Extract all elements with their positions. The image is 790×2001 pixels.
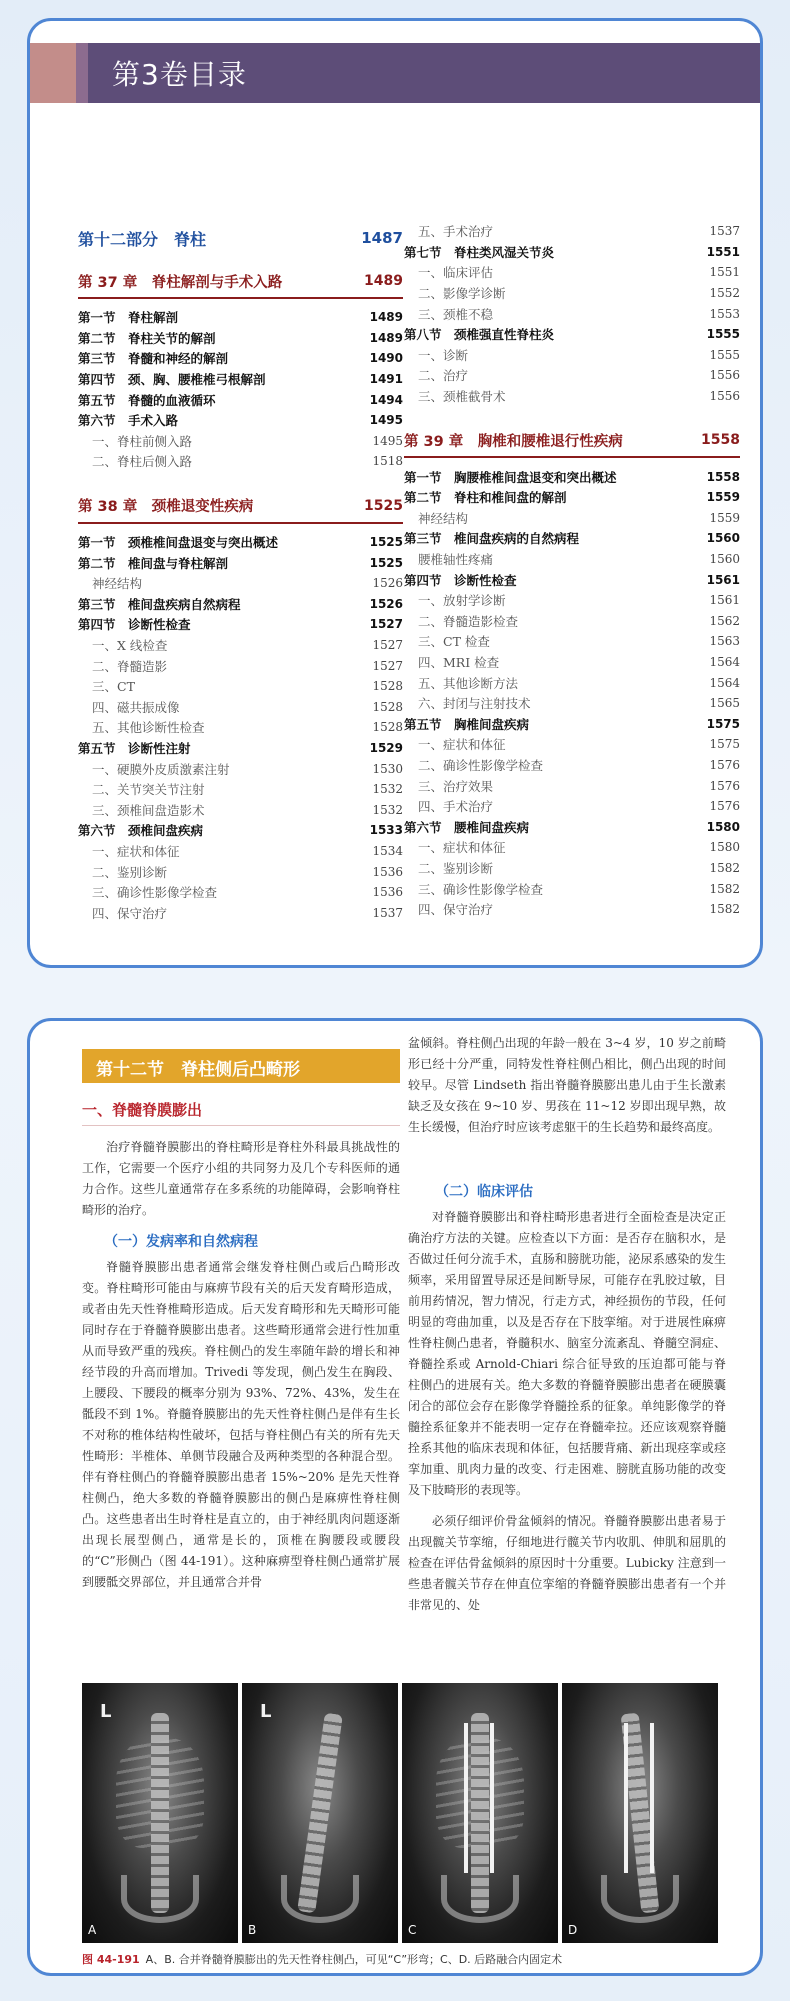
- toc-entry-sec[interactable]: [78, 307, 403, 328]
- toc-entry-sec[interactable]: [78, 348, 403, 369]
- toc-entry-sub[interactable]: [78, 717, 403, 738]
- toc-entry-title: 第四节 诊断性检查: [404, 572, 517, 588]
- figure-letter: A: [88, 1923, 97, 1937]
- toc-entry-page: 1528: [372, 720, 403, 735]
- toc-entry-title: 第 37 章 脊柱解剖与手术入路: [78, 274, 283, 291]
- toc-spacer: [78, 255, 403, 265]
- toc-entry-page: 1576: [709, 778, 740, 793]
- toc-entry-page: 1537: [372, 905, 403, 920]
- toc-entry-sec[interactable]: [404, 713, 740, 734]
- toc-entry-page: 1555: [706, 327, 740, 342]
- toc-entry-title: 第八节 颈椎强直性脊柱炎: [404, 327, 555, 343]
- toc-entry-page: 1551: [706, 244, 740, 259]
- toc-entry-sub[interactable]: [78, 841, 403, 862]
- toc-entry-page: 1559: [709, 510, 740, 525]
- xray-pelvis: [121, 1875, 199, 1923]
- toc-entry-sub[interactable]: [404, 386, 740, 407]
- toc-entry-sec[interactable]: [404, 242, 740, 263]
- toc-entry-sec[interactable]: [78, 820, 403, 841]
- xray-image-d: [562, 1683, 718, 1943]
- paragraph-incidence: 脊髓脊膜膨出患者通常会继发脊柱侧凸或后凸畸形改变。脊柱畸形可能由与麻痹节段有关的后天发育畸形造成，或者由先天性脊椎畸形造成。后天发育畸形和先天畸形可能同时存在于脊髓脊膜膨出患者。这些畸形通常会进行性加重从而导致严重的残疾。脊柱侧凸的发生率随年龄的增长和神经节段的升高而增加。Trivedi 等发现，侧凸发生在胸段、上腰段、下腰段的概率分别为 93%、72%、43%，发生在骶段不到 1%。脊髓脊膜膨出的先天性脊柱侧凸是伴有生长不对称的椎体结构性破坏，包括与脊柱侧凸有关的所有先天性畸形：半椎体、单侧节段融合及两种类型的各种混合型。伴有脊柱侧凸的脊髓脊膜膨出患者 15%~20% 是先天性脊柱侧凸，绝大多数的脊髓脊膜膨出的侧凸是麻痹性脊柱侧凸。这些患者出生时脊柱是直立的，由于神经肌肉问题逐渐出现长展型侧凸，通常是长的，顶椎在胸腰段或腰段的“C”形侧凸（图 44-191）。这种麻痹型脊柱侧凸通常扩展到腰骶交界部位，并且通常合并骨: [82, 1260, 400, 1589]
- toc-entry-title: 一、脊柱前侧入路: [92, 433, 193, 449]
- toc-entry-sec[interactable]: [78, 328, 403, 349]
- toc-left-column: [78, 221, 403, 923]
- toc-entry-page: 1527: [369, 617, 403, 632]
- section-banner: 第十二节 脊柱侧后凸畸形: [82, 1049, 400, 1083]
- toc-entry-page: 1489: [369, 310, 403, 325]
- toc-entry-page: 1529: [369, 740, 403, 755]
- toc-entry-sub[interactable]: [404, 345, 740, 366]
- toc-entry-title: 第三节 脊髓和神经的解剖: [78, 351, 229, 367]
- toc-entry-sub[interactable]: [404, 672, 740, 693]
- toc-entry-sec[interactable]: [78, 738, 403, 759]
- toc-entry-sub[interactable]: [78, 799, 403, 820]
- xray-image-a: [82, 1683, 238, 1943]
- toc-entry-sec[interactable]: [78, 369, 403, 390]
- toc-entry-title: 三、CT 检查: [418, 634, 490, 650]
- toc-entry-chap[interactable]: [404, 424, 740, 458]
- toc-entry-page: 1551: [709, 265, 740, 280]
- toc-entry-page: 1576: [709, 757, 740, 772]
- toc-entry-title: 二、关节突关节注射: [92, 782, 205, 798]
- toc-entry-title: 五、其他诊断方法: [418, 675, 519, 691]
- toc-entry-sub[interactable]: [404, 796, 740, 817]
- toc-entry-page: 1565: [709, 696, 740, 711]
- toc-entry-page: 1530: [372, 761, 403, 776]
- toc-entry-page: 1533: [369, 823, 403, 838]
- toc-entry-title: 神经结构: [418, 510, 469, 526]
- toc-entry-page: 1559: [706, 490, 740, 505]
- toc-entry-sec[interactable]: [78, 410, 403, 431]
- toc-entry-title: 四、MRI 检查: [418, 654, 500, 670]
- toc-entry-page: 1494: [369, 392, 403, 407]
- paragraph-intro: 治疗脊髓脊膜膨出的脊柱畸形是脊柱外科最具挑战性的工作，它需要一个医疗小组的共同努力及几个专科医师的通力合作。这些儿童通常存在多系统的功能障碍，会影响脊柱畸形的治疗。: [82, 1140, 400, 1217]
- toc-entry-title: 二、鉴别诊断: [92, 864, 168, 880]
- toc-entry-title: 一、症状和体征: [418, 737, 506, 753]
- toc-entry-sec[interactable]: [78, 552, 403, 573]
- toc-entry-page: 1558: [706, 469, 740, 484]
- toc-entry-sub[interactable]: [78, 635, 403, 656]
- toc-entry-title: 第五节 诊断性注射: [78, 740, 191, 756]
- toc-entry-title: 一、硬膜外皮质激素注射: [92, 761, 230, 777]
- toc-entry-page: 1536: [372, 885, 403, 900]
- xray-fixation-rods: [650, 1723, 654, 1873]
- toc-entry-title: 神经结构: [92, 576, 143, 592]
- toc-entry-title: 四、保守治疗: [92, 905, 168, 921]
- toc-entry-sec[interactable]: [78, 389, 403, 410]
- toc-entry-page: 1563: [709, 634, 740, 649]
- xray-pelvis: [441, 1875, 519, 1923]
- toc-entry-sec[interactable]: [78, 594, 403, 615]
- toc-entry-page: 1564: [709, 654, 740, 669]
- toc-entry-sub[interactable]: [404, 899, 740, 920]
- toc-entry-sub[interactable]: [78, 676, 403, 697]
- toc-entry-sub[interactable]: [78, 779, 403, 800]
- toc-entry-title: 第六节 腰椎间盘疾病: [404, 819, 530, 835]
- paragraph-pelvic-obliquity: 必须仔细评价骨盆倾斜的情况。脊髓脊膜膨出患者易于出现髋关节挛缩，仔细地进行髋关节内收肌、伸肌和屈肌的检查在评估骨盆倾斜的原因时十分重要。Lubicky 注意到一些患者髋关节存在伸直位挛缩的脊髓脊膜膨出患者有一个并非常见的、处: [408, 1514, 726, 1612]
- toc-entry-sub[interactable]: [404, 303, 740, 324]
- toc-entry-title: 二、脊髓造影检查: [418, 613, 519, 629]
- toc-entry-title: 第十二部分 脊柱: [78, 229, 207, 249]
- toc-entry-title: 一、临床评估: [418, 265, 494, 281]
- toc-entry-title: 第六节 颈椎间盘疾病: [78, 823, 204, 839]
- toc-entry-sub[interactable]: [78, 882, 403, 903]
- toc-entry-sec[interactable]: [78, 532, 403, 553]
- paragraph-clinical-evaluation: 对脊髓脊膜膨出和脊柱畸形患者进行全面检查是决定正确治疗方法的关键。应检查以下方面：是否存在脑积水，是否做过任何分流手术，直肠和膀胱功能，泌尿系感染的发生频率，采用留置导尿还是间断导尿，可能存在乳胶过敏，目前用药情况，智力情况，行走方式，神经损伤的节段，任何明显的弯曲加重，以及是否存在下肢挛缩。对于进展性麻痹性脊柱侧凸患者，脊髓积水、脑室分流紊乱、脊髓空洞症、脊髓拴系或 Arnold-Chiari 综合征导致的压迫都可能与脊柱侧凸的进展有关。绝大多数的脊髓脊膜膨出患者在硬膜囊闭合的部位会存在影像学脊髓拴系的征象。单纯影像学的脊髓拴系征象并不能表明一定存在脊髓牵拉。还应该观察脊髓拴系其他的临床表现和体征，包括腰背痛、新出现痉挛或痉挛加重、肌肉力量的改变、行走困难、膀胱直肠功能的改变及下肢畸形的表现等。: [408, 1210, 726, 1497]
- toc-entry-title: 第七节 脊柱类风湿关节炎: [404, 244, 555, 260]
- toc-entry-page: 1575: [709, 737, 740, 752]
- toc-entry-part[interactable]: [78, 221, 403, 255]
- toc-entry-sub[interactable]: [404, 283, 740, 304]
- toc-entry-title: 四、保守治疗: [418, 902, 494, 918]
- toc-entry-page: 1537: [709, 224, 740, 239]
- toc-entry-sub[interactable]: [404, 693, 740, 714]
- toc-entry-title: 三、颈椎间盘造影术: [92, 802, 205, 818]
- toc-entry-page: 1560: [709, 552, 740, 567]
- toc-entry-title: 第六节 手术入路: [78, 413, 179, 429]
- toc-entry-sub[interactable]: [404, 652, 740, 673]
- toc-entry-page: 1536: [372, 864, 403, 879]
- toc-entry-title: 三、颈椎不稳: [418, 306, 494, 322]
- toc-entry-sub[interactable]: [404, 878, 740, 899]
- toc-entry-page: 1487: [361, 229, 403, 247]
- toc-entry-title: 第一节 颈椎椎间盘退变与突出概述: [78, 535, 279, 551]
- toc-entry-sub[interactable]: [78, 861, 403, 882]
- toc-entry-title: 五、手术治疗: [418, 224, 494, 240]
- toc-entry-page: 1580: [706, 819, 740, 834]
- figure-caption-text: A、B. 合并脊髓脊膜膨出的先天性脊柱侧凸，可见“C”形弯；C、D. 后路融合内固定术: [145, 1953, 563, 1966]
- toc-card: [27, 18, 763, 968]
- toc-entry-page: 1518: [372, 454, 403, 469]
- toc-entry-title: 二、脊髓造影: [92, 658, 168, 674]
- toc-entry-page: 1582: [709, 860, 740, 875]
- toc-entry-title: 一、诊断: [418, 347, 469, 363]
- toc-entry-sec[interactable]: [404, 487, 740, 508]
- toc-entry-page: 1489: [369, 330, 403, 345]
- toc-entry-page: 1491: [369, 372, 403, 387]
- toc-entry-title: 一、X 线检查: [92, 638, 168, 654]
- toc-entry-title: 三、颈椎截骨术: [418, 389, 506, 405]
- toc-entry-sub[interactable]: [404, 631, 740, 652]
- toc-entry-title: 三、治疗效果: [418, 778, 494, 794]
- heading-clinical-evaluation: （二）临床评估: [435, 1184, 533, 1200]
- toc-entry-page: 1489: [364, 273, 403, 289]
- toc-entry-sub[interactable]: [404, 775, 740, 796]
- volume-title: 第3卷目录: [112, 58, 247, 91]
- toc-entry-sec[interactable]: [404, 528, 740, 549]
- paragraph-right-continued: 盆倾斜。脊柱侧凸出现的年龄一般在 3~4 岁，10 岁之前畸形已经十分严重，同特发性脊柱侧凸相比，侧凸出现的时间较早。尽管 Lindseth 指出脊髓脊膜膨出患儿由于生长激素缺乏及女孩在 9~10 岁、男孩在 11~12 岁即出现早熟，故生长缓慢，但治疗时应该考虑躯干的生长趋势和最终高度。: [408, 1036, 726, 1134]
- toc-entry-page: 1576: [709, 799, 740, 814]
- toc-entry-page: 1525: [369, 555, 403, 570]
- toc-entry-page: 1560: [706, 531, 740, 546]
- toc-entry-title: 第四节 诊断性检查: [78, 617, 191, 633]
- toc-entry-page: 1556: [709, 368, 740, 383]
- band-accent: [30, 43, 76, 103]
- xray-image-c: [402, 1683, 558, 1943]
- volume-header-band: [30, 43, 760, 103]
- toc-entry-title: 第一节 胸腰椎椎间盘退变和突出概述: [404, 469, 617, 485]
- toc-entry-chap[interactable]: [78, 490, 403, 524]
- figure-44-191: [82, 1683, 718, 1943]
- toc-entry-sec[interactable]: [78, 614, 403, 635]
- toc-entry-sub[interactable]: [404, 365, 740, 386]
- heading-meningocele: 一、脊髓脊膜膨出: [82, 1101, 203, 1119]
- toc-entry-sub[interactable]: [78, 697, 403, 718]
- heading-incidence: （一）发病率和自然病程: [104, 1234, 258, 1250]
- toc-entry-sub[interactable]: [404, 221, 740, 242]
- toc-entry-page: 1490: [369, 351, 403, 366]
- figure-number: 图 44-191: [82, 1953, 140, 1966]
- toc-spacer: [404, 406, 740, 424]
- toc-entry-plain[interactable]: [78, 573, 403, 594]
- xray-fixation-rods: [490, 1723, 494, 1873]
- toc-entry-title: 二、鉴别诊断: [418, 860, 494, 876]
- toc-entry-title: 三、确诊性影像学检查: [418, 881, 544, 897]
- toc-entry-page: 1582: [709, 902, 740, 917]
- toc-entry-title: 一、放射学诊断: [418, 593, 506, 609]
- figure-letter: D: [568, 1923, 578, 1937]
- toc-entry-page: 1526: [372, 576, 403, 591]
- toc-entry-page: 1564: [709, 675, 740, 690]
- xray-marker: L: [260, 1701, 272, 1722]
- sample-page-card: [27, 1018, 763, 1976]
- toc-entry-sec[interactable]: [404, 816, 740, 837]
- toc-entry-page: 1527: [372, 658, 403, 673]
- toc-entry-title: 第二节 脊柱和椎间盘的解剖: [404, 490, 567, 506]
- toc-entry-page: 1552: [709, 286, 740, 301]
- toc-entry-sec[interactable]: [404, 466, 740, 487]
- toc-entry-title: 三、确诊性影像学检查: [92, 885, 218, 901]
- toc-entry-page: 1495: [369, 413, 403, 428]
- toc-entry-title: 第四节 颈、胸、腰椎椎弓根解剖: [78, 372, 266, 388]
- toc-entry-page: 1525: [364, 497, 403, 514]
- toc-entry-sub[interactable]: [404, 755, 740, 776]
- toc-entry-page: 1553: [709, 306, 740, 321]
- toc-entry-sub[interactable]: [78, 431, 403, 452]
- toc-entry-page: 1575: [706, 716, 740, 731]
- toc-entry-title: 二、治疗: [418, 368, 469, 384]
- toc-entry-title: 三、CT: [92, 679, 135, 695]
- toc-entry-title: 二、确诊性影像学检查: [418, 757, 544, 773]
- toc-entry-chap[interactable]: [78, 265, 403, 299]
- toc-entry-title: 第三节 椎间盘疾病自然病程: [78, 596, 241, 612]
- xray-pelvis: [281, 1875, 359, 1923]
- toc-entry-title: 第二节 椎间盘与脊柱解剖: [78, 555, 229, 571]
- toc-entry-title: 第五节 脊髓的血液循环: [78, 392, 216, 408]
- toc-entry-page: 1562: [709, 613, 740, 628]
- figure-caption: [82, 1951, 562, 1967]
- toc-entry-page: 1582: [709, 881, 740, 896]
- toc-entry-title: 二、脊柱后侧入路: [92, 454, 193, 470]
- toc-entry-title: 一、症状和体征: [92, 843, 180, 859]
- toc-entry-title: 一、症状和体征: [418, 840, 506, 856]
- toc-entry-sub[interactable]: [404, 858, 740, 879]
- toc-entry-page: 1580: [709, 840, 740, 855]
- toc-right-column: [404, 221, 740, 919]
- figure-letter: B: [248, 1923, 257, 1937]
- toc-entry-sub[interactable]: [78, 451, 403, 472]
- toc-entry-page: 1556: [709, 389, 740, 404]
- toc-entry-title: 四、手术治疗: [418, 799, 494, 815]
- xray-pelvis: [601, 1875, 679, 1923]
- toc-entry-title: 六、封闭与注射技术: [418, 696, 531, 712]
- toc-entry-title: 第二节 脊柱关节的解剖: [78, 330, 216, 346]
- figure-letter: C: [408, 1923, 417, 1937]
- toc-entry-title: 第三节 椎间盘疾病的自然病程: [404, 531, 580, 547]
- toc-entry-title: 第一节 脊柱解剖: [78, 310, 179, 326]
- toc-entry-title: 四、磁共振成像: [92, 699, 180, 715]
- toc-entry-plain[interactable]: [404, 508, 740, 529]
- toc-entry-sub[interactable]: [404, 734, 740, 755]
- toc-entry-page: 1561: [706, 572, 740, 587]
- band-accent-secondary: [76, 43, 88, 103]
- toc-entry-page: 1528: [372, 679, 403, 694]
- toc-entry-page: 1532: [372, 802, 403, 817]
- toc-entry-page: 1532: [372, 782, 403, 797]
- toc-entry-page: 1527: [372, 638, 403, 653]
- toc-entry-title: 五、其他诊断性检查: [92, 720, 205, 736]
- toc-entry-page: 1526: [369, 596, 403, 611]
- toc-entry-title: 第 39 章 胸椎和腰椎退行性疾病: [404, 433, 623, 450]
- toc-entry-title: 第 38 章 颈椎退变性疾病: [78, 499, 254, 516]
- toc-entry-page: 1525: [369, 535, 403, 550]
- toc-entry-plain[interactable]: [404, 549, 740, 570]
- xray-image-b: [242, 1683, 398, 1943]
- toc-entry-title: 第五节 胸椎间盘疾病: [404, 716, 530, 732]
- toc-entry-page: 1558: [701, 432, 740, 449]
- toc-entry-sub[interactable]: [404, 611, 740, 632]
- toc-entry-sub[interactable]: [404, 837, 740, 858]
- toc-entry-sub[interactable]: [78, 902, 403, 923]
- toc-entry-page: 1528: [372, 699, 403, 714]
- toc-entry-title: 腰椎轴性疼痛: [418, 552, 494, 568]
- toc-entry-page: 1495: [372, 433, 403, 448]
- toc-entry-sub[interactable]: [404, 590, 740, 611]
- toc-entry-sub[interactable]: [78, 758, 403, 779]
- toc-entry-title: 二、影像学诊断: [418, 286, 506, 302]
- toc-entry-sec[interactable]: [404, 569, 740, 590]
- toc-entry-page: 1534: [372, 843, 403, 858]
- toc-spacer: [78, 472, 403, 490]
- toc-entry-page: 1555: [709, 347, 740, 362]
- xray-marker: L: [100, 1701, 112, 1722]
- toc-entry-page: 1561: [709, 593, 740, 608]
- toc-entry-sub[interactable]: [404, 262, 740, 283]
- toc-entry-sec[interactable]: [404, 324, 740, 345]
- heading-rule: [82, 1125, 400, 1126]
- toc-entry-sub[interactable]: [78, 655, 403, 676]
